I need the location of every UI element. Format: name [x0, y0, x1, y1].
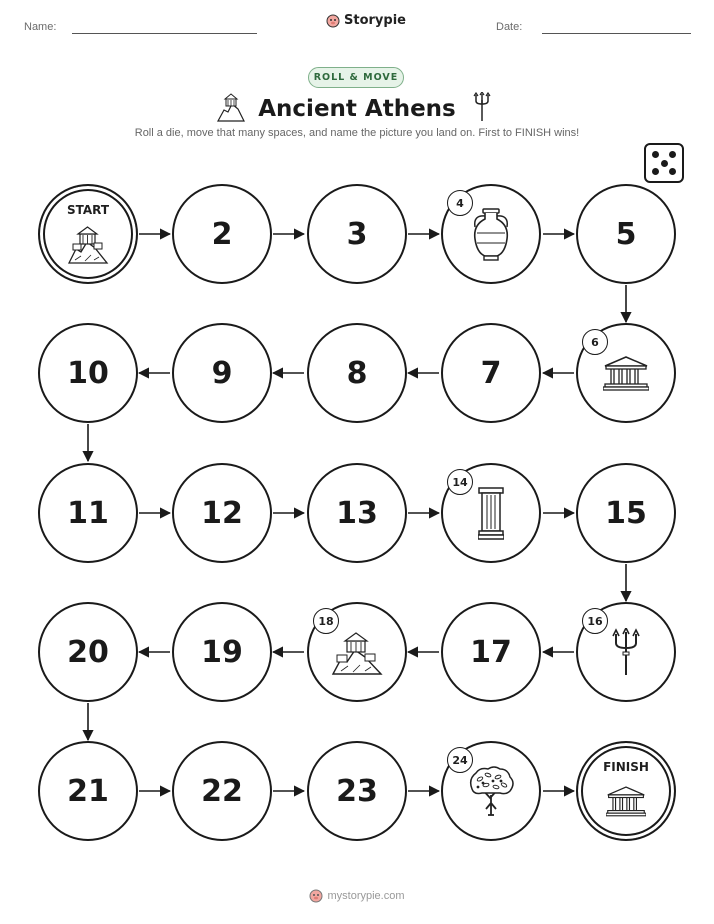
space-number-badge: 24: [447, 747, 473, 773]
space-number-badge: 4: [447, 190, 473, 216]
space-23: 23: [307, 741, 407, 841]
acropolis-icon: [67, 222, 109, 264]
space-8: 8: [307, 323, 407, 423]
space-number-badge: 18: [313, 608, 339, 634]
space-13: 13: [307, 463, 407, 563]
space-number-badge: 16: [582, 608, 608, 634]
space-22: 22: [172, 741, 272, 841]
brand-name: Storypie: [344, 13, 406, 28]
space-9: 9: [172, 323, 272, 423]
finish-label: FINISH: [603, 760, 649, 774]
space-17: 17: [441, 602, 541, 702]
activity-type-badge: ROLL & MOVE: [308, 67, 404, 88]
space-11: 11: [38, 463, 138, 563]
pig-mascot-icon: [309, 888, 323, 903]
space-number-badge: 6: [582, 329, 608, 355]
name-label: Name:: [24, 21, 57, 33]
space-19: 19: [172, 602, 272, 702]
date-label: Date:: [496, 21, 523, 33]
space-finish: [576, 741, 676, 841]
amphora-icon: [469, 207, 513, 261]
space-7: 7: [441, 323, 541, 423]
space-number-badge: 14: [447, 469, 473, 495]
temple-icon: [603, 355, 649, 391]
space-15: 15: [576, 463, 676, 563]
column-icon: [478, 486, 504, 540]
space-21: 21: [38, 741, 138, 841]
footer: [0, 888, 714, 903]
page-title: Ancient Athens: [258, 96, 456, 122]
space-5: 5: [576, 184, 676, 284]
footer-url[interactable]: mystorypie.com: [327, 889, 405, 902]
acropolis-icon: [331, 629, 383, 675]
space-3: 3: [307, 184, 407, 284]
space-10: 10: [38, 323, 138, 423]
space-12: 12: [172, 463, 272, 563]
olive-tree-icon: [466, 765, 516, 817]
space-2: 2: [172, 184, 272, 284]
space-start: [38, 184, 138, 284]
temple-icon: [606, 785, 646, 817]
instructions: Roll a die, move that many spaces, and name the picture you land on. First to FINISH wins!: [134, 127, 580, 139]
start-label: START: [66, 203, 110, 217]
trident-icon: [611, 628, 641, 676]
space-20: 20: [38, 602, 138, 702]
